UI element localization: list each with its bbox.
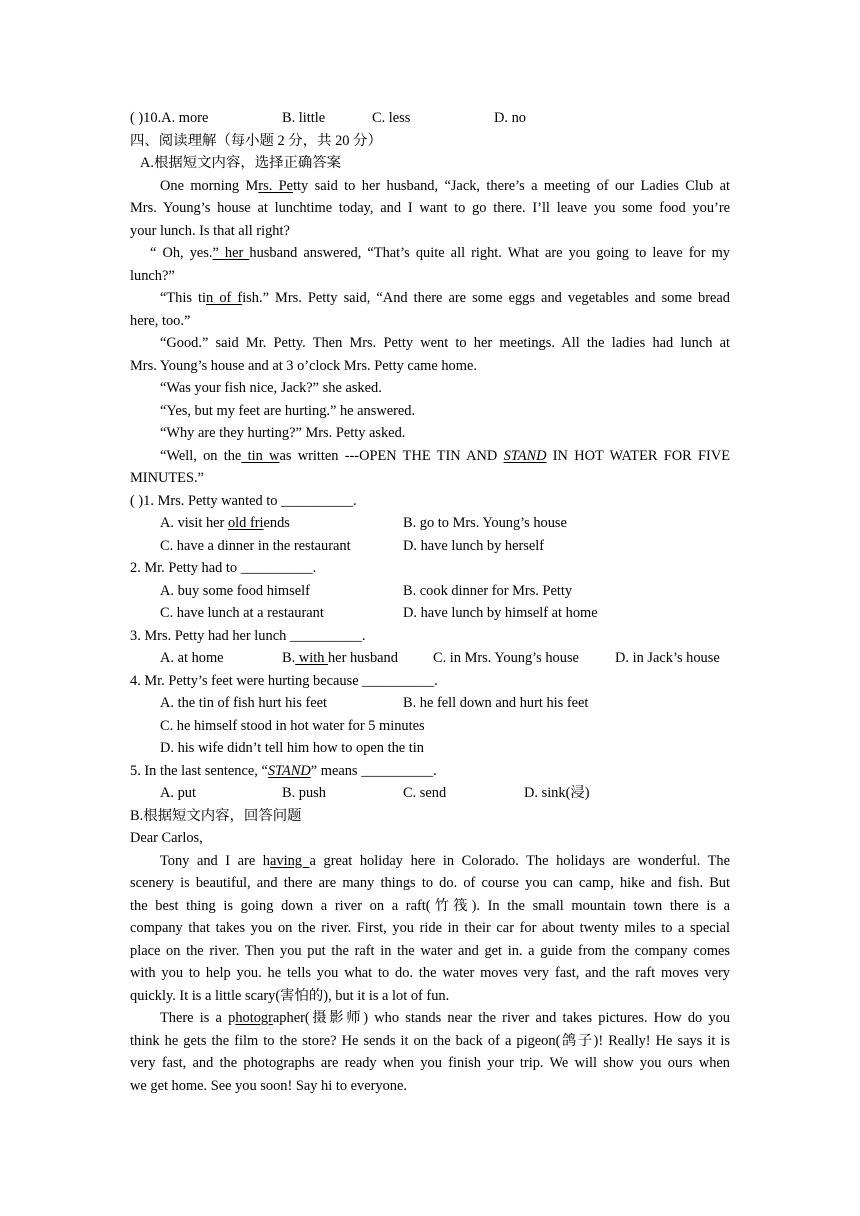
section-4-heading: 四、阅读理解（每小题 2 分，共 20 分） [130, 132, 382, 149]
passage-a-line: One morning Mrs. Petty said to her husband, “Jack, there’s a meeting of our Ladies Club at [160, 177, 730, 194]
letter-line: scenery is beautiful, and there are many things to do. of course you can camp, hike and fish. But [130, 875, 730, 891]
q3-option-c: C. in Mrs. Young’s house [433, 650, 579, 666]
q5-option-d: D. sink(浸) [524, 785, 590, 801]
letter-line: place on the river. Then you put the raft in the water and get in. a guide from the company comes [130, 942, 730, 959]
letter-line: There is a photographer(摄影师) who stands near the river and takes pictures. How do you [160, 1010, 730, 1026]
question-4-options-row [130, 692, 730, 715]
passage-a-line: “Good.” said Mr. Petty. Then Mrs. Petty went to her meetings. All the ladies had lunch at [160, 335, 730, 351]
question-5-stem: 5. In the last sentence, “STAND” means __________. [130, 762, 437, 779]
q4-option-b: B. he fell down and hurt his feet [403, 695, 589, 711]
question-2-options-row [130, 602, 730, 625]
q1-option-d: D. have lunch by herself [403, 537, 545, 554]
passage-a-line: “Well, on the tin was written ---OPEN THE TIN AND STAND IN HOT WATER FOR FIVE [160, 447, 730, 464]
passage-a-line: “ Oh, yes.” her husband answered, “That’s quite all right. What are you going to leave for my [150, 245, 730, 261]
q1-option-b: B. go to Mrs. Young’s house [403, 515, 567, 531]
part-b-heading: B.根据短文内容，回答问题 [130, 807, 302, 824]
q1-option-c: C. have a dinner in the restaurant [160, 537, 351, 554]
passage-a-line: “Was your fish nice, Jack?” she asked. [160, 380, 382, 396]
passage-a-line: MINUTES.” [130, 470, 204, 486]
letter-line: the best thing is going down a river on a raft(竹筏). In the small mountain town there is a [130, 897, 730, 914]
q2-option-c: C. have lunch at a restaurant [160, 605, 324, 621]
q4-option-a: A. the tin of fish hurt his feet [160, 695, 328, 711]
q5-option-c: C. send [403, 785, 447, 801]
question-2-options-row [130, 580, 730, 603]
question-10 [130, 107, 730, 130]
letter-line: company that takes you on the river. First, you ride in their car for about twenty miles to a special [130, 920, 730, 936]
question-3-options-row [130, 647, 730, 670]
letter-line: quickly. It is a little scary(害怕的), but it is a lot of fun. [130, 987, 450, 1004]
q2-option-b: B. cook dinner for Mrs. Petty [403, 582, 573, 599]
q10-option-c: C. less [372, 110, 411, 126]
letter-line: think he gets the film to the store? He sends it on the back of a pigeon(鸽子)! Really! He says it is [130, 1032, 730, 1049]
q2-option-a: A. buy some food himself [160, 582, 310, 599]
q1-option-a: A. visit her old friends [160, 515, 290, 531]
question-1-stem: ( )1. Mrs. Petty wanted to __________. [130, 492, 357, 509]
q10-option-d: D. no [494, 110, 526, 126]
letter-salutation: Dear Carlos, [130, 830, 203, 846]
q2-option-d: D. have lunch by himself at home [403, 605, 598, 621]
q3-option-b: B. with her husband [282, 650, 398, 666]
passage-a-line: Mrs. Young’s house at lunchtime today, and I want to go there. I’ll leave you some food you’re [130, 200, 730, 216]
question-5-options-row [130, 782, 730, 805]
question-1-options-row [130, 535, 730, 558]
passage-a-line: your lunch. Is that all right? [130, 222, 290, 239]
q10-option-a: ( )10.A. more [130, 110, 209, 126]
worksheet-page [130, 107, 730, 1097]
q4-option-d: D. his wife didn’t tell him how to open the tin [160, 740, 424, 756]
part-a-heading: A.根据短文内容，选择正确答案 [140, 155, 342, 171]
q5-option-b: B. push [282, 785, 326, 801]
q5-option-a: A. put [160, 785, 196, 801]
letter-line: very fast, and the photographs are ready when you finish your trip. We will show you ours when [130, 1055, 730, 1071]
question-1-options-row [130, 512, 730, 535]
passage-a-line: “Why are they hurting?” Mrs. Petty asked. [160, 425, 406, 441]
letter-line: Tony and I are having a great holiday here in Colorado. The holidays are wonderful. The [160, 852, 730, 869]
passage-a-line: Mrs. Young’s house and at 3 o’clock Mrs. Petty came home. [130, 357, 477, 374]
passage-a-line: “Yes, but my feet are hurting.” he answered. [160, 402, 416, 419]
question-3-stem: 3. Mrs. Petty had her lunch __________. [130, 627, 366, 644]
letter-line: with you to help you. he tells you what to do. the water moves very fast, and the raft moves very [130, 965, 730, 981]
question-2-stem: 2. Mr. Petty had to __________. [130, 560, 317, 576]
passage-a-line: “This tin of fish.” Mrs. Petty said, “And there are some eggs and vegetables and some bread [160, 290, 730, 306]
q3-option-d: D. in Jack’s house [615, 650, 720, 666]
q4-option-c: C. he himself stood in hot water for 5 minutes [160, 717, 425, 734]
passage-a-line: lunch?” [130, 267, 175, 284]
q10-option-b: B. little [282, 110, 326, 126]
q3-option-a: A. at home [160, 650, 224, 666]
letter-line: we get home. See you soon! Say hi to everyone. [130, 1077, 407, 1094]
question-4-stem: 4. Mr. Petty’s feet were hurting because __________. [130, 672, 438, 689]
passage-a-line: here, too.” [130, 312, 191, 329]
